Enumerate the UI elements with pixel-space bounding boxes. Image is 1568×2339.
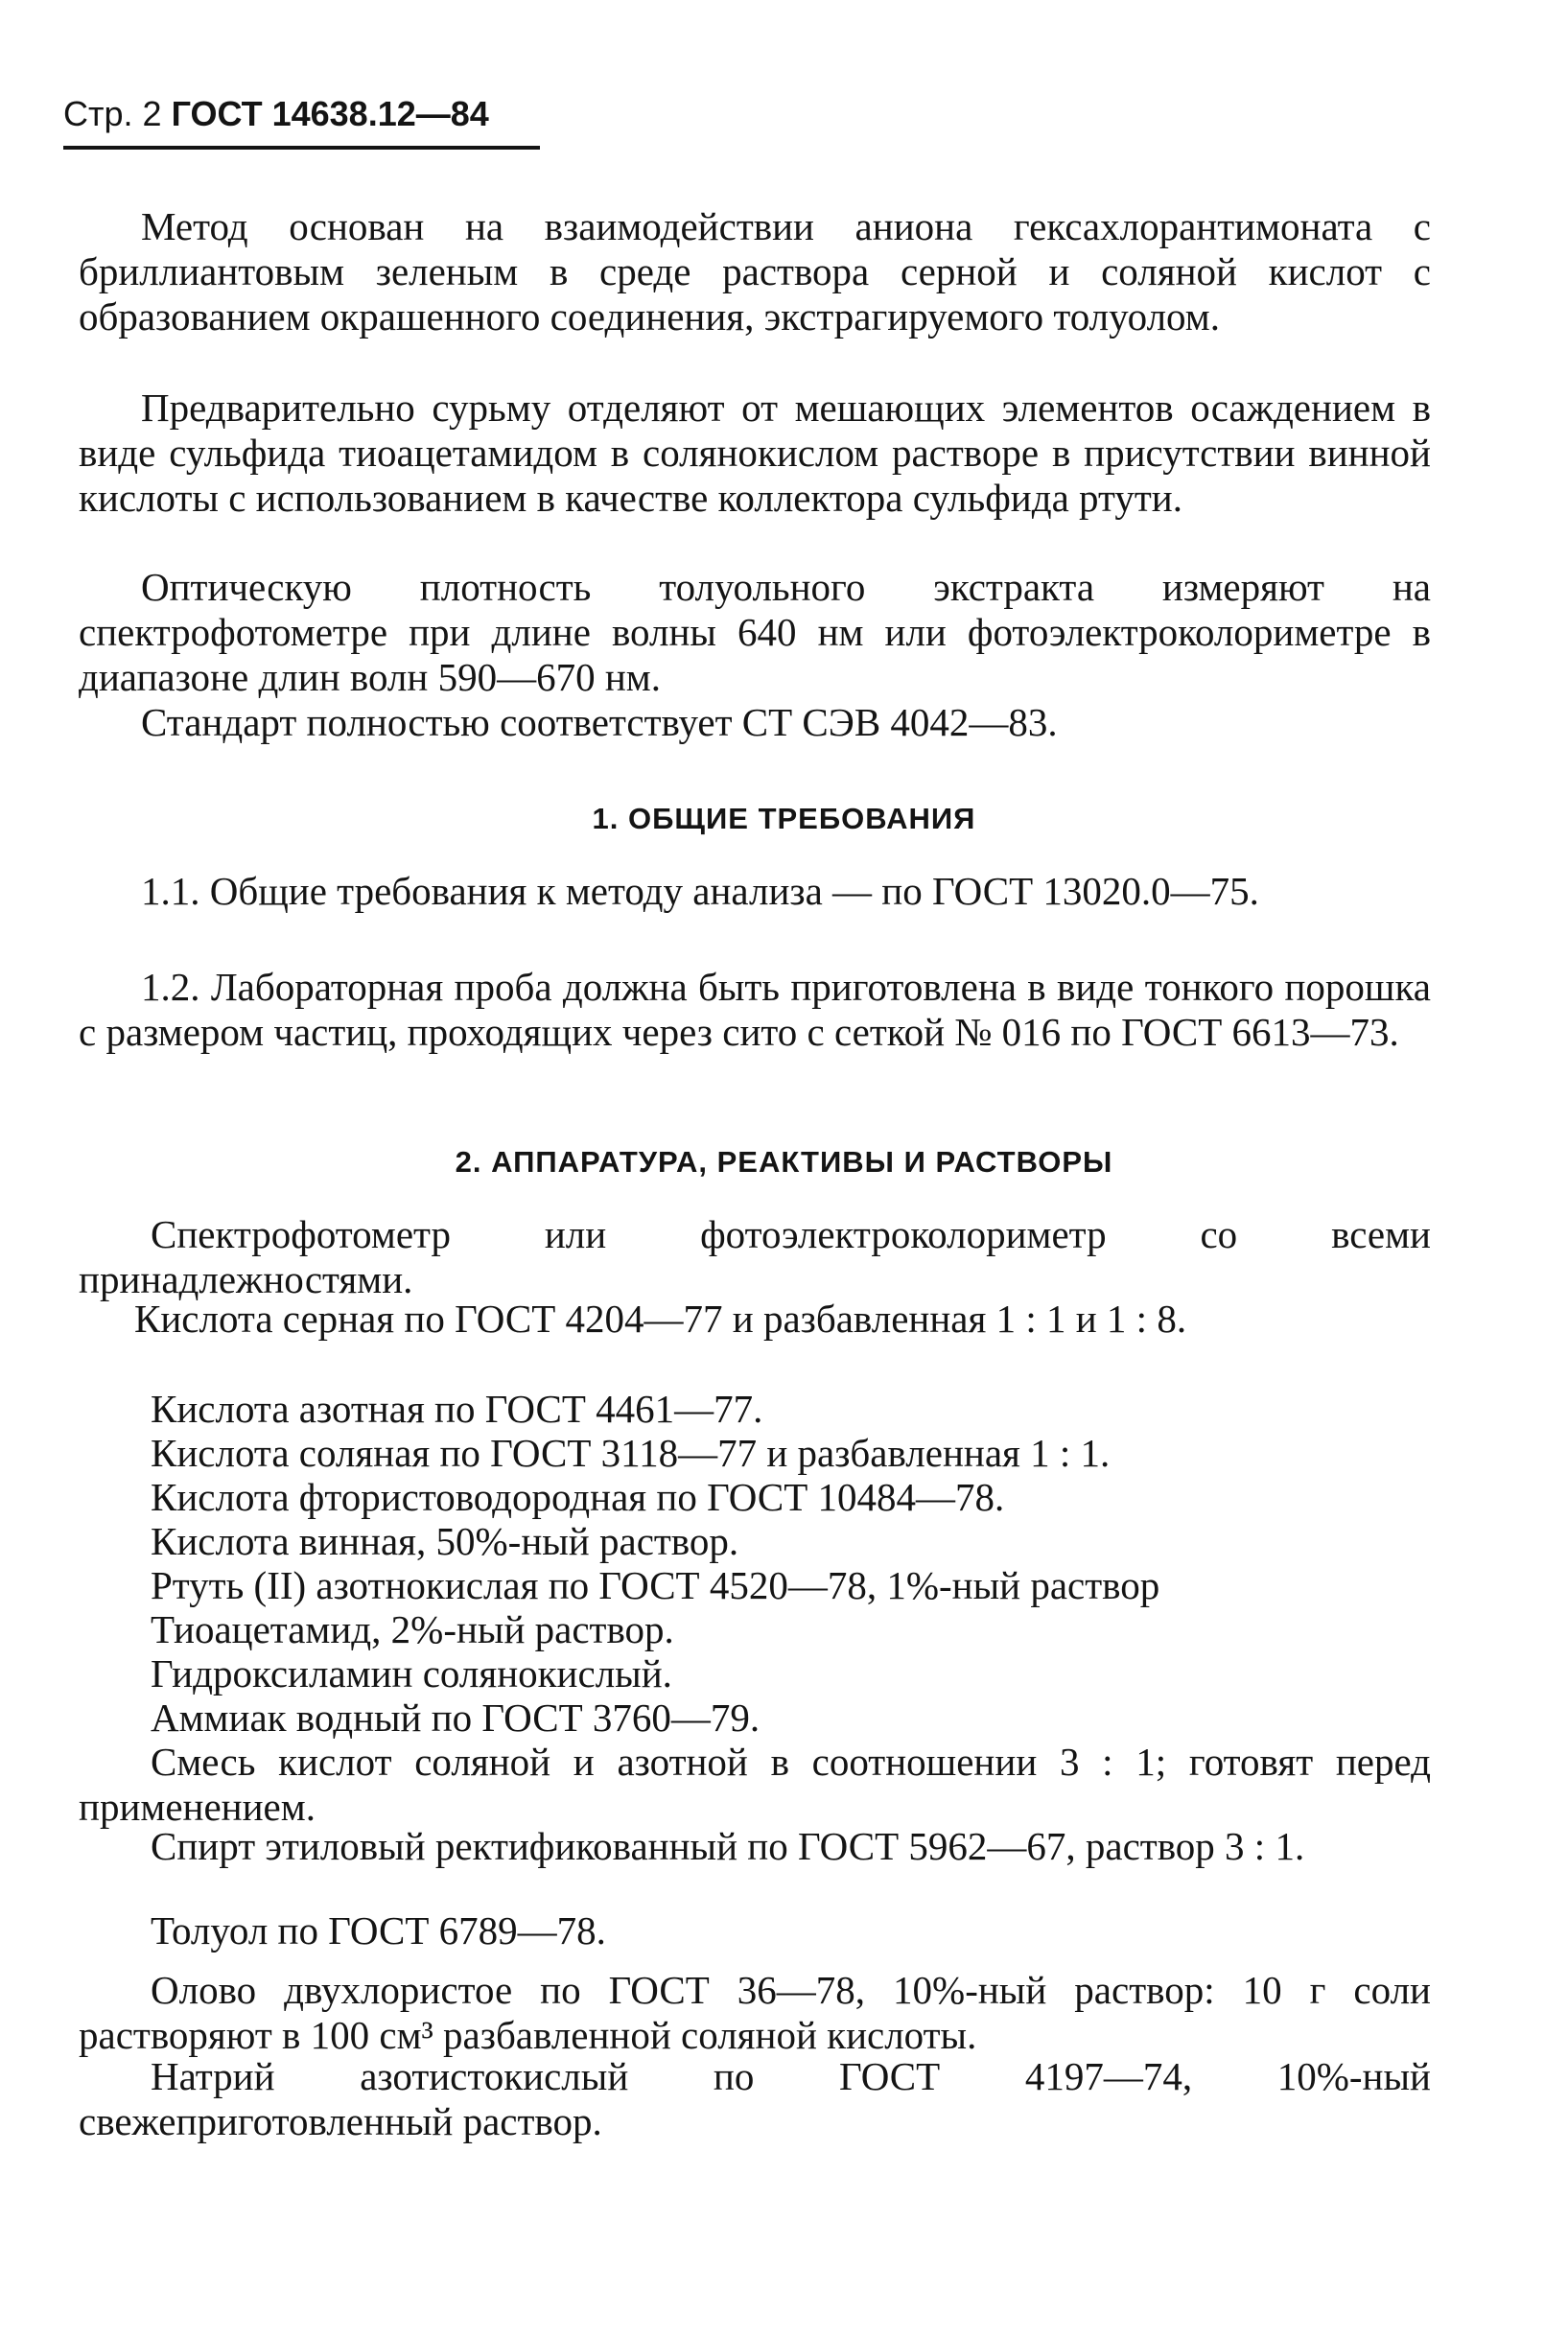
reagent-ammonia: Аммиак водный по ГОСТ 3760—79. [151,1696,761,1740]
section-1-item-2: 1.2. Лабораторная проба должна быть приготовлена в виде тонкого порошка с размером частиц, проходящих через сито с сеткой № 016 по ГОСТ 6613—73. [79,965,1431,1054]
reagent-sulfuric-acid: Кислота серная по ГОСТ 4204—77 и разбавленная 1 : 1 и 1 : 8. [134,1297,1187,1341]
header-rule [63,146,540,150]
reagent-tartaric-acid: Кислота винная, 50%-ный раствор. [151,1519,739,1563]
reagent-hydroxylamine: Гидроксиламин солянокислый. [151,1651,672,1696]
page-number: Стр. 2 [63,94,162,133]
page-header [63,94,489,134]
reagent-nitric-acid: Кислота азотная по ГОСТ 4461—77. [151,1387,763,1431]
intro-paragraph-separation: Предварительно сурьму отделяют от мешающих элементов осаждением в виде сульфида тиоацетамидом в солянокислом растворе в присутствии винной кислоты с использованием в качестве коллектора сульфида ртути. [79,386,1431,520]
reagent-tin-chloride: Олово двухлористое по ГОСТ 36—78, 10%-ный раствор: 10 г соли растворяют в 100 см³ разбавленной соляной кислоты. [79,1968,1431,2057]
reagent-sodium-nitrite: Натрий азотистокислый по ГОСТ 4197—74, 10%-ный свежеприготовленный раствор. [79,2054,1431,2143]
reagent-spectrophotometer: Спектрофотометр или фотоэлектроколориметр со всеми принадлежностями. [79,1212,1431,1301]
intro-paragraph-compliance: Стандарт полностью соответствует СТ СЭВ 4042—83. [141,700,1058,744]
section-1-title: 1. ОБЩИЕ ТРЕБОВАНИЯ [592,802,976,835]
reagent-toluene: Толуол по ГОСТ 6789—78. [151,1908,606,1953]
reagent-thioacetamide: Тиоацетамид, 2%-ный раствор. [151,1607,674,1651]
intro-paragraph-measurement: Оптическую плотность толуольного экстракта измеряют на спектрофотометре при длине волны 640 нм или фотоэлектроколориметре в диапазоне длин волн 590—670 нм. [79,565,1431,699]
standard-number: ГОСТ 14638.12—84 [171,94,489,133]
reagent-ethyl-alcohol: Спирт этиловый ректификованный по ГОСТ 5962—67, раствор 3 : 1. [151,1824,1305,1868]
reagent-hydrofluoric-acid: Кислота фтористоводородная по ГОСТ 10484—78. [151,1475,1005,1519]
reagent-hydrochloric-acid: Кислота соляная по ГОСТ 3118—77 и разбавленная 1 : 1. [151,1431,1111,1475]
section-2-title: 2. АППАРАТУРА, РЕАКТИВЫ И РАСТВОРЫ [455,1145,1113,1179]
reagent-acid-mixture: Смесь кислот соляной и азотной в соотношении 3 : 1; готовят перед применением. [79,1740,1431,1829]
intro-paragraph-method: Метод основан на взаимодействии аниона гексахлорантимоната с бриллиантовым зеленым в среде раствора серной и соляной кислот с образованием окрашенного соединения, экстрагируемого толуолом. [79,204,1431,339]
section-1-item-1: 1.1. Общие требования к методу анализа — по ГОСТ 13020.0—75. [141,869,1259,913]
reagent-mercury-nitrate: Ртуть (II) азотнокислая по ГОСТ 4520—78, 1%-ный раствор [151,1563,1160,1607]
